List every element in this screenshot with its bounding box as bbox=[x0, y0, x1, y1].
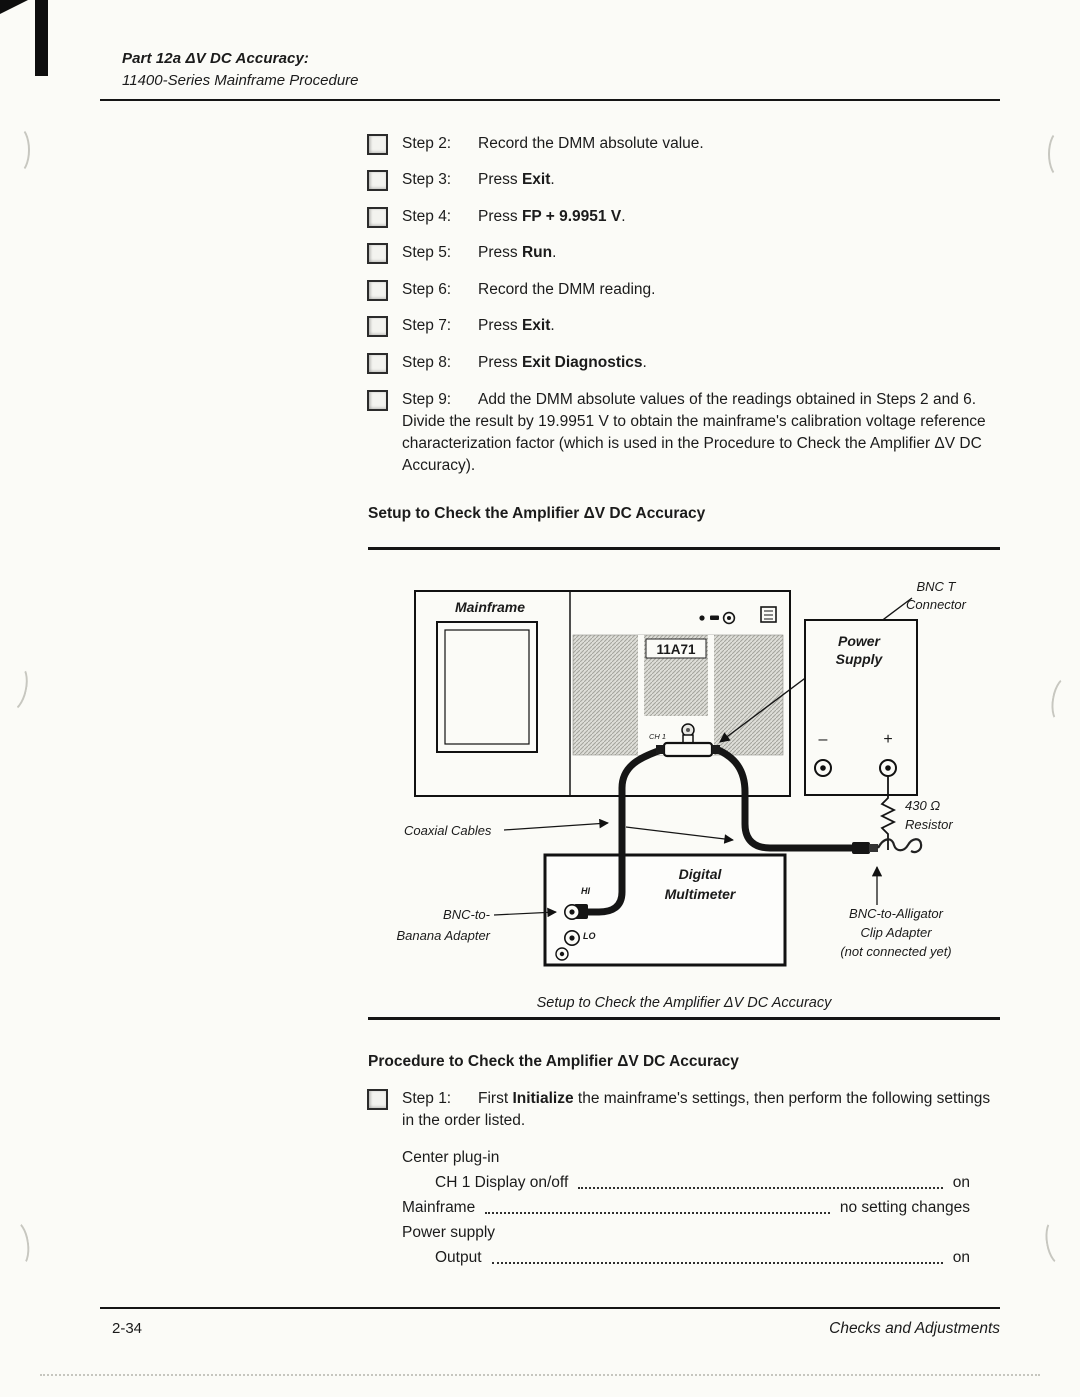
step-label: Step 9: bbox=[402, 391, 452, 408]
step-text: Press Exit. bbox=[478, 171, 555, 188]
setting-label: Output bbox=[435, 1249, 482, 1266]
step-label: Step 3: bbox=[402, 171, 452, 188]
step-label: Step 4: bbox=[402, 208, 452, 225]
footer-section-title: Checks and Adjustments bbox=[829, 1320, 1000, 1337]
step-checkbox bbox=[367, 243, 388, 264]
scan-bar-artifact bbox=[35, 0, 48, 76]
step-checkbox bbox=[367, 134, 388, 155]
setup-diagram bbox=[368, 558, 1000, 998]
power-supply-label-2: Supply bbox=[835, 651, 883, 667]
step-text: Record the DMM reading. bbox=[478, 281, 656, 298]
plus-terminal-label: + bbox=[883, 731, 893, 748]
step-label: Step 5: bbox=[402, 244, 452, 261]
power-supply-label-1: Power bbox=[837, 633, 881, 649]
step-text: Press Run. bbox=[478, 244, 557, 261]
setting-row bbox=[402, 1147, 970, 1167]
header-subtitle: 11400-Series Mainframe Procedure bbox=[122, 72, 359, 89]
footer-rule bbox=[100, 1307, 1000, 1309]
procedure-heading: Procedure to Check the Amplifier ΔV DC Accuracy bbox=[368, 1053, 739, 1070]
minus-terminal-label: – bbox=[818, 731, 828, 748]
step-text: Press Exit Diagnostics. bbox=[478, 354, 647, 371]
scan-curl-artifact bbox=[0, 662, 32, 714]
dot-leader bbox=[578, 1187, 943, 1189]
bnc-t-label-1: BNC T bbox=[916, 579, 956, 594]
scan-curl-artifact bbox=[1042, 1216, 1074, 1267]
scan-curl-artifact bbox=[1048, 674, 1080, 725]
step-label: Step 7: bbox=[402, 317, 452, 334]
scan-curl-artifact bbox=[6, 126, 30, 174]
ch1-label: CH 1 bbox=[649, 732, 667, 741]
step1-paragraph: Step 1: First Initialize the mainframe's settings, then perform the following settings in the order listed. bbox=[402, 1090, 991, 1129]
setting-label: CH 1 Display on/off bbox=[435, 1174, 569, 1191]
step-row bbox=[367, 315, 555, 337]
step-checkbox bbox=[367, 170, 388, 191]
step-label: Step 8: bbox=[402, 354, 452, 371]
resistor-label: Resistor bbox=[905, 817, 953, 832]
step-row bbox=[367, 133, 704, 155]
plugin-bays bbox=[573, 635, 783, 755]
resistor-value-label: 430 Ω bbox=[905, 798, 941, 813]
coaxial-pointer-line-1 bbox=[504, 823, 608, 830]
step-row bbox=[367, 279, 655, 301]
step-row bbox=[367, 1088, 994, 1132]
setting-row bbox=[402, 1247, 970, 1267]
dot-leader bbox=[492, 1262, 943, 1264]
alligator-label-3: (not connected yet) bbox=[840, 944, 952, 959]
step-label: Step 6: bbox=[402, 281, 452, 298]
step-row bbox=[367, 389, 994, 477]
step-text: Press Exit. bbox=[478, 317, 555, 334]
power-led-icon bbox=[699, 615, 704, 620]
step-row bbox=[367, 169, 555, 191]
step-label: Step 1: bbox=[402, 1090, 452, 1107]
figure-caption: Setup to Check the Amplifier ΔV DC Accuracy bbox=[536, 995, 832, 1011]
dash-icon bbox=[710, 616, 719, 621]
step-text: Record the DMM absolute value. bbox=[478, 135, 704, 152]
figure-top-rule bbox=[368, 547, 1000, 550]
setting-value: on bbox=[952, 1249, 970, 1266]
figure-bottom-rule bbox=[368, 1017, 1000, 1020]
step-checkbox bbox=[367, 280, 388, 301]
step-row bbox=[367, 352, 647, 374]
settings-list bbox=[402, 1147, 970, 1272]
step-checkbox bbox=[367, 207, 388, 228]
coaxial-pointer-line-2 bbox=[626, 827, 733, 840]
step9-paragraph bbox=[402, 389, 994, 477]
hi-terminal-label: HI bbox=[581, 886, 590, 896]
alligator-label-2: Clip Adapter bbox=[860, 925, 932, 940]
scan-corner-artifact bbox=[0, 0, 28, 14]
scan-curl-artifact bbox=[1048, 130, 1072, 178]
scan-curl-artifact bbox=[2, 1219, 32, 1270]
dot-leader bbox=[485, 1212, 830, 1214]
step-checkbox bbox=[367, 316, 388, 337]
dmm-label-2: Multimeter bbox=[664, 886, 736, 902]
setting-row bbox=[402, 1222, 970, 1242]
setting-row bbox=[402, 1197, 970, 1217]
header-rule bbox=[100, 99, 1000, 101]
scan-dotted-line bbox=[40, 1374, 1040, 1376]
banana-adapter-label-1: BNC-to- bbox=[443, 907, 490, 922]
header-title: Part 12a ΔV DC Accuracy: bbox=[122, 50, 309, 67]
setup-heading: Setup to Check the Amplifier ΔV DC Accuracy bbox=[368, 505, 706, 522]
bnc-t-label-2: Connector bbox=[906, 597, 966, 612]
setting-label: Center plug-in bbox=[402, 1149, 500, 1166]
page-header bbox=[122, 50, 359, 89]
banana-adapter-label-2: Banana Adapter bbox=[396, 928, 490, 943]
coaxial-cables-label: Coaxial Cables bbox=[404, 823, 492, 838]
setting-label: Mainframe bbox=[402, 1199, 476, 1216]
lo-terminal-label: LO bbox=[583, 931, 596, 941]
step-text: Press FP + 9.9951 V. bbox=[478, 208, 626, 225]
step-checkbox bbox=[367, 1089, 388, 1110]
power-supply-box bbox=[805, 620, 917, 795]
alligator-label-1: BNC-to-Alligator bbox=[849, 906, 943, 921]
step-checkbox bbox=[367, 390, 388, 411]
alligator-pigtail-icon bbox=[878, 839, 921, 852]
bnc-alligator-adapter-icon bbox=[852, 839, 921, 854]
page-number: 2-34 bbox=[112, 1320, 143, 1337]
dmm-label-1: Digital bbox=[678, 866, 722, 882]
setting-row bbox=[402, 1172, 970, 1192]
step-label: Step 2: bbox=[402, 135, 452, 152]
setting-value: on bbox=[952, 1174, 970, 1191]
step-row bbox=[367, 242, 556, 264]
step-checkbox bbox=[367, 353, 388, 374]
setting-value: no setting changes bbox=[839, 1199, 970, 1216]
plugin-model-label: 11A71 bbox=[656, 642, 696, 657]
step-text: Add the DMM absolute values of the readings obtained in Steps 2 and 6. Divide the result by 19.9951 V to obtain the mainframe's calibration voltage reference characterization factor (which is used in the Procedure to Check the Amplifier ΔV DC Accuracy). bbox=[402, 391, 986, 474]
mainframe-label: Mainframe bbox=[454, 599, 526, 615]
setting-label: Power supply bbox=[402, 1224, 496, 1241]
step-row bbox=[367, 206, 626, 228]
